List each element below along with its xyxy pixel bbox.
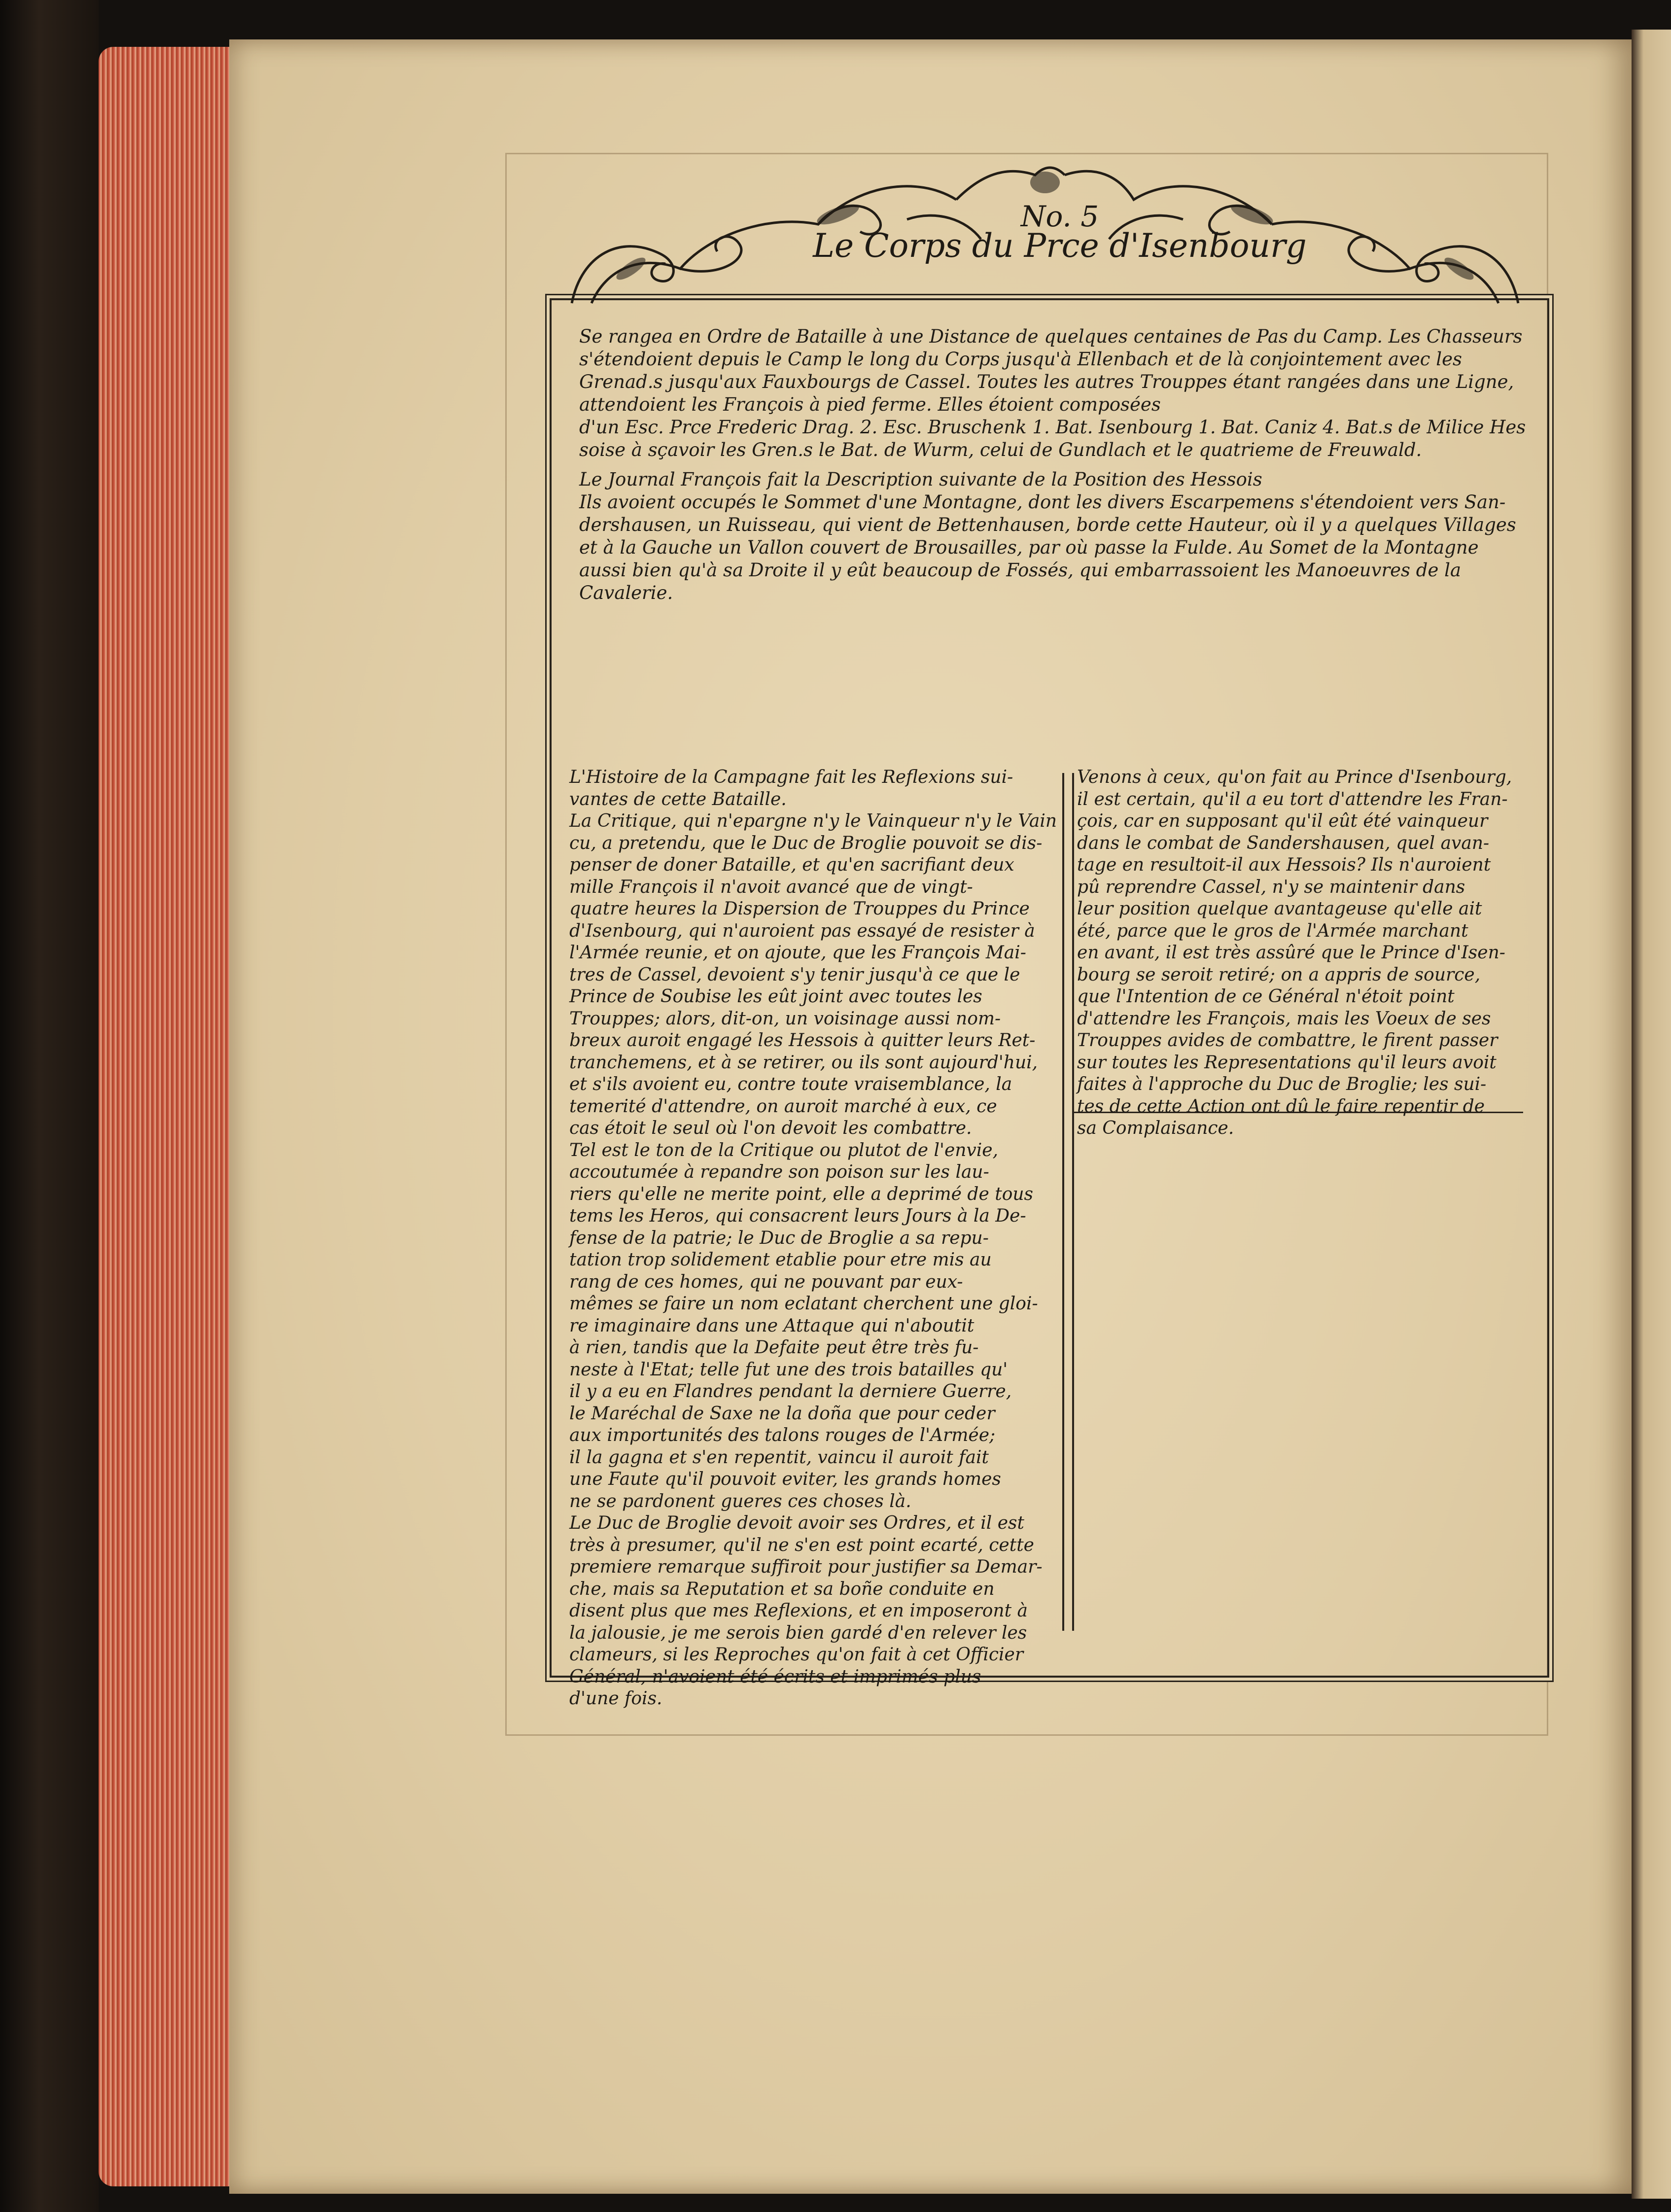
book-spine [0, 0, 99, 2212]
right-column-text: Venons à ceux, qu'on fait au Prince d'Isenbourg, il est certain, qu'il a eu tort d'attendre les Fran- çois, car en supposant qu'il eût été vainqueur dans le combat de Sandershausen, quel avan- tage en resultoit-il aux Hessois? Ils n'auroient pû reprendre Cassel, n'y se maintenir dans leur position quelque avantageuse qu'elle ait été, parce que le gros de l'Armée marchant en avant, il est très assûré que le Prince d'Isen- bourg se seroit retiré; on a appris de source, que l'Intention de ce Général n'étoit point d'attendre les François, mais les Voeux de ses Trouppes avides de combattre, le firent passer sur toutes les Representations qu'il leurs avoit faites à l'approche du Duc de Broglie; les sui- tes de cette Action ont dû le faire repentir de sa Complaisance. [1077, 767, 1512, 1138]
column-rule-right [1072, 773, 1074, 1631]
journal-description-paragraph: Le Journal François fait la Description suivante de la Position des Hessois Ils avoient occupés le Sommet d'une Montagne, dont les divers Escarpemens s'étendoient vers San- dershausen, un Ruisseau, qui vient de Bettenhausen, borde cette Hauteur, où il y a quelques Villages et à la Gauche un Vallon couvert de Brousailles, par où passe la Fulde. Au Somet de la Montagne aussi bien qu'à sa Droite il y eût beaucoup de Fossés, qui embarrassoient les Manoeuvres de la Cavalerie. [579, 469, 1516, 603]
plate-number: No. 5 [1020, 200, 1099, 233]
left-column-text: L'Histoire de la Campagne fait les Reflexions sui- vantes de cette Bataille. La Critique, qui n'epargne n'y le Vainqueur n'y le Vain cu, a pretendu, que le Duc de Broglie pouvoit se dis- penser de doner Bataille, et qu'en sacrifiant deux mille François il n'avoit avancé que de vingt- quatre heures la Dispersion de Trouppes du Prince d'Isenbourg, qui n'auroient pas essayé de resister à l'Armée reunie, et on ajoute, que les François Mai- tres de Cassel, devoient s'y tenir jusqu'à ce que le Prince de Soubise les eût joint avec toutes les Trouppes; alors, dit-on, un voisinage aussi nom- breux auroit engagé les Hessois à quitter leurs Ret- tranchemens, et à se retirer, ou ils sont aujourd'hui, et s'ils avoient eu, contre toute vraisemblance, la temerité d'attendre, on auroit marché à eux, ce cas étoit le seul où l'on devoit les combattre. Tel est le ton de la Critique ou plutot de l'envie, accoutumée à repandre son poison sur les lau- riers qu'elle ne merite point, elle a deprimé de tous tems les Heros, qui consacrent leurs Jours à la De- fense de la patrie; le Duc de Broglie a sa repu- tation trop solidement etablie pour etre mis au rang de ces homes, qui ne pouvant par eux- mêmes se faire un nom eclatant cherchent une gloi- re imaginaire dans une Attaque qui n'aboutit à rien, tandis que la Defaite peut être très fu- neste à l'Etat; telle fut une des trois batailles qu' il y a eu en Flandres pendant la derniere Guerre, le Maréchal de Saxe ne la doña que pour ceder aux importunités des talons rouges de l'Armée; il la gagna et s'en repentit, vaincu il auroit fait une Faute qu'il pouvoit eviter, les grands homes ne se pardonent gueres ces choses là. Le Duc de Broglie devoit avoir ses Ordres, et il est très à presumer, qu'il ne s'en est point ecarté, cette premiere remarque suffiroit pour justifier sa Demar- che, mais sa Reputation et sa boñe conduite en disent plus que mes Reflexions, et en imposeront à la jalousie, je me serois bien gardé d'en relever les clameurs, si les Reproches qu'on fait à cet Officier Général, n'avoient été écrits et imprimés plus d'une fois. [569, 767, 1057, 1709]
battle-order-paragraph: Se rangea en Ordre de Bataille à une Distance de quelques centaines de Pas du Camp. Les Chasseurs s'étendoient depuis le Camp le long du Corps jusqu'à Ellenbach et de là conjointement avec les Grenad.s jusqu'aux Fauxbourgs de Cassel. Toutes les autres Trouppes étant rangées dans une Ligne, attendoient les François à pied ferme. Elles étoient composées d'un Esc. Prce Frederic Drag. 2. Esc. Bruschenk 1. Bat. Isenbourg 1. Bat. Caniz 4. Bat.s de Milice Hes soise à sçavoir les Gren.s le Bat. de Wurm, celui de Gundlach et le quatrieme de Freuwald. [579, 326, 1526, 460]
plate-title: Le Corps du Prce d'Isenbourg [813, 227, 1307, 265]
page-edges [99, 47, 229, 2186]
column-rule-left [1062, 773, 1064, 1631]
facing-page-edge [1632, 30, 1671, 2199]
